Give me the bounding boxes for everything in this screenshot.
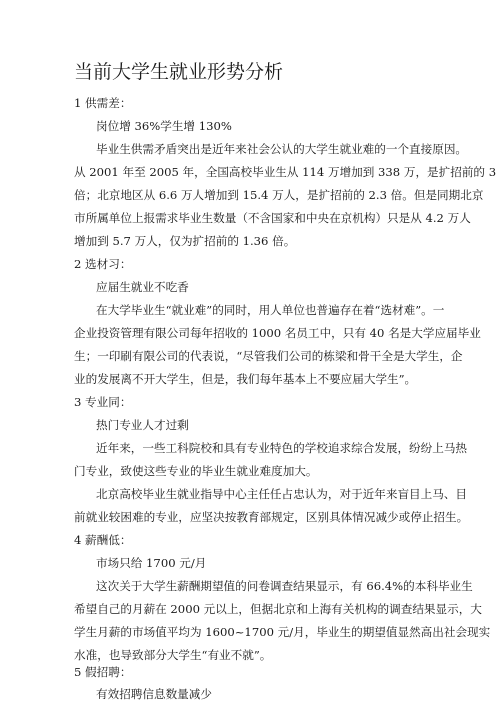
section-1-line-4: 市所属单位上报需求毕业生数量（不含国家和中央在京机构）只是从 4.2 万人 — [74, 211, 471, 225]
section-1-line-5: 增加到 5.7 万人，仅为扩招前的 1.36 倍。 — [74, 234, 296, 248]
section-4-line-2: 希望自己的月薪在 2000 元以上，但据北京和上海有关机构的调查结果显示，大 — [74, 602, 482, 616]
section-4-line-4: 水准，也导致部分大学生“有业不就”。 — [74, 648, 272, 662]
section-3-heading: 3 专业同： — [74, 395, 132, 409]
section-2-line-2: 企业投资管理有限公司每年招收的 1000 名员工中，只有 40 名是大学应届毕业 — [74, 326, 481, 340]
section-2-heading: 2 选材习： — [74, 257, 132, 271]
section-3-line-2: 门专业，致使这些专业的毕业生就业难度加大。 — [74, 464, 318, 478]
section-5-subheading: 有效招聘信息数量减少 — [96, 687, 212, 701]
section-2-line-4: 业的发展离不开大学生，但是，我们每年基本上不要应届大学生”。 — [74, 372, 417, 386]
section-4-line-1: 这次关于大学生薪酬期望值的问卷调查结果显示，有 66.4%的本科毕业生 — [96, 579, 473, 593]
section-2-subheading: 应届生就业不吃香 — [96, 280, 189, 294]
section-1-heading: 1 供需差： — [74, 96, 132, 110]
section-1-line-2: 从 2001 年至 2005 年，全国高校毕业生从 114 万增加到 338 万，是扩招前的 3 — [74, 165, 497, 179]
document-title: 当前大学生就业形势分析 — [74, 61, 284, 83]
section-4-line-3: 学生月薪的市场值平均为 1600~1700 元/月，毕业生的期望值显然高出社会现实 — [74, 625, 491, 639]
section-1-line-1: 毕业生供需矛盾突出是近年来社会公认的大学生就业难的一个直接原因。 — [96, 142, 468, 156]
section-3-line-1: 近年来，一些工科院校和具有专业特色的学校追求综合发展，纷纷上马热 — [96, 441, 468, 455]
section-2-line-1: 在大学毕业生“就业难”的同时，用人单位也普遍存在着“选材难”。一 — [96, 303, 445, 317]
section-3-line-4: 前就业较困难的专业，应坚决按教育部规定，区别具体情况减少或停止招生。 — [74, 510, 469, 524]
section-2-line-3: 生；一印刷有限公司的代表说，“尽管我们公司的栋梁和骨干全是大学生，企 — [74, 349, 463, 363]
section-3-subheading: 热门专业人才过剩 — [96, 418, 189, 432]
section-4-heading: 4 薪酬低： — [74, 533, 132, 547]
section-4-subheading: 市场只给 1700 元/月 — [96, 556, 207, 570]
section-5-heading: 5 假招聘： — [74, 665, 132, 679]
section-1-subheading: 岗位增 36%学生增 130% — [96, 119, 232, 133]
section-1-line-3: 倍；北京地区从 6.6 万人增加到 15.4 万人，是扩招前的 2.3 倍。但是同期北京 — [74, 188, 484, 202]
section-3-line-3: 北京高校毕业生就业指导中心主任任占忠认为，对于近年来盲目上马、目 — [96, 487, 468, 501]
